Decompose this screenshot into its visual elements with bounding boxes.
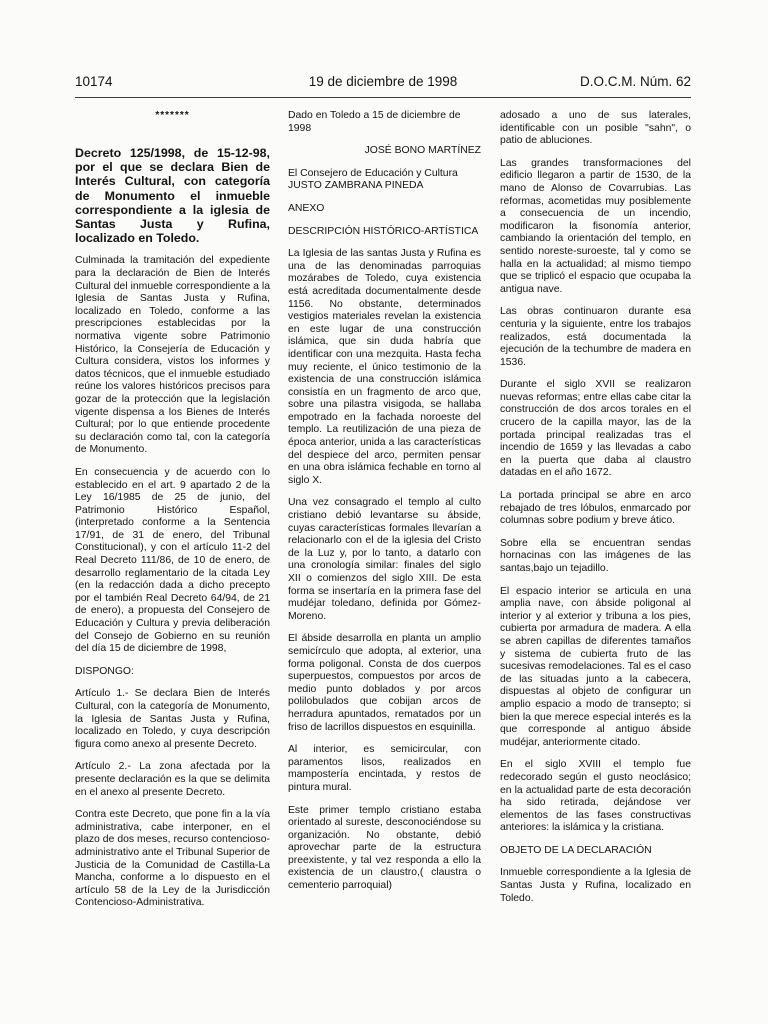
column-3 [500, 110, 691, 915]
appeal-paragraph: Contra este Decreto, que pone fin a la vía administrativa, cabe interponer, en el plazo de dos meses, recurso contencioso-administrativo ante el Tribunal Superior de Justicia de la Comunidad de Castilla-La Mancha, conforme a lo dispuesto en el artículo 58 de la Ley de la Jurisdicción Contencioso-Administrativa. [75, 809, 270, 909]
signatory-name: JOSÉ BONO MARTÍNEZ [364, 145, 481, 157]
preamble-paragraph: Culminada la tramitación del expediente para la declaración de Bien de Interés Cultural del inmueble correspondiente a la Iglesia de Santas Justa y Rufina, localizado en Toledo, conforme a las prescripciones establecidas por la normativa vigente sobre Patrimonio Histórico, la Consejería de Educación y Cultura considera, vistos los informes y datos técnicos, que el inmueble estudiado reúne los valores históricos precisos para gozar de la protección que la legislación vigente dispensa a los Bienes de Interés Cultural; por lo que entiende procedente su declaración como tal, con la categoría de Monumento. [75, 255, 270, 456]
header-date: 19 de diciembre de 1998 [308, 74, 458, 89]
decree-title: Decreto 125/1998, de 15-12-98, por el que se declara Bien de Interés Cultural, con categoría de Monumento el inmueble correspondiente a la iglesia de Santas Justa y Rufina, localizado en Toledo. [75, 146, 270, 246]
article-1: Artículo 1.- Se declara Bien de Interés Cultural, con la categoría de Monumento, la Iglesia de Santas Justa y Rufina, localizado en Toledo, y cuya descripción figura como anexo al presente Decreto. [75, 688, 270, 750]
page-number: 10174 [75, 74, 113, 89]
description-paragraph: Sobre ella se encuentran sendas hornacinas con las imágenes de las santas,bajo un tejadillo. [500, 537, 691, 574]
description-paragraph: La Iglesia de las santas Justa y Rufina es una de las denominadas parroquias mozárabes de Toledo, cuya existencia está acreditada documentalmente desde 1156. No obstante, determinados vestigios materiales revelan la existencia en este lugar de una construcción islámica, que sin duda habría que identificar con una mezquita. Hasta fecha muy reciente, el único testimonio de la existencia de una construcción islámica consistía en un fragmento de arco que, sobre una pilastra visigoda, se hallaba empotrado en la fachada noroeste del templo. La reutilización de una pieza de época anterior, unida a las características del despiece del arco, permiten pensar en una obra islámica fechable en torno al siglo X. [288, 248, 481, 486]
consejero-signature: El Consejero de Educación y Cultura JUSTO ZAMBRANA PINEDA [288, 167, 458, 192]
description-paragraph: El ábside desarrolla en planta un amplio semicírculo que adopta, al exterior, una forma poligonal. Consta de dos cuerpos superpuestos, compuestos por arcos de medio punto doblados y por arcos polilobulados que cobijan arcos de herradura apuntados, rematados por un friso de lacrillos dispuestos en esquinilla. [288, 633, 481, 733]
description-paragraph: adosado a uno de sus laterales, identificable con un posible "sahn", o patio de abluciones. [500, 110, 691, 147]
journal-reference: D.O.C.M. Núm. 62 [579, 74, 691, 89]
description-paragraph: En el siglo XVIII el templo fue redecorado según el gusto neoclásico; en la actualidad parte de esta decoración ha sido retirada, dejándose ver elementos de las fases constructivas anteriores: la islámica y la cristiana. [500, 759, 691, 834]
description-paragraph: Durante el siglo XVII se realizaron nuevas reformas; entre ellas cabe citar la construcción de dos arcos torales en el crucero de la capilla mayor, las de la portada principal realizadas tras el incendio de 1659 y las llevadas a cabo en la puerta que daba al claustro datadas en el año 1672. [500, 379, 691, 479]
anexo-heading: ANEXO [288, 202, 325, 214]
dispongo-heading: DISPONGO: [75, 665, 134, 677]
page-header [75, 74, 691, 96]
description-paragraph: El espacio interior se articula en una amplia nave, con ábside poligonal al interior y al exterior y tribuna a los pies, cubierta por armadura de madera. A ella se abren capillas de diferentes tamaños y sistema de cubierta fruto de las sucesivas remodelaciones. Tal es el caso de las situadas junto a la cabecera, dispuestas al objeto de configurar un amplio espacio a modo de transepto; si bien la que merece especial interés es la que corresponde al antiguo ábside mudéjar, anteriormente citado. [500, 585, 691, 748]
description-paragraph: Las obras continuaron durante esa centuria y la siguiente, entre los trabajos realizados, está documentada la ejecución de la techumbre de madera en 1536. [500, 306, 691, 368]
legal-basis-paragraph: En consecuencia y de acuerdo con lo establecido en el art. 9 apartado 2 de la Ley 16/1985 de 25 de junio, del Patrimonio Histórico Español, (interpretado conforme a la Sentencia 17/91, de 31 de enero, del Tribunal Constitucional), y con el artículo 11-2 del Real Decreto 111/86, de 10 de enero, de desarrollo reglamentario de la citada Ley (en la redacción dada a dicho precepto por el también Real Decreto 64/94, de 21 de enero), a propuesta del Consejero de Educación y Cultura y previa deliberación del Consejo de Gobierno en su reunión del día 15 de diciembre de 1998, [75, 466, 270, 655]
section-separator: ******* [155, 110, 190, 121]
article-2: Artículo 2.- La zona afectada por la presente declaración es la que se delimita en el anexo al presente Decreto. [75, 761, 270, 798]
objeto-paragraph: Inmueble correspondiente a la Iglesia de Santas Justa y Rufina, localizado en Toledo. [500, 867, 691, 904]
description-paragraph: Una vez consagrado el templo al culto cristiano debió levantarse su ábside, cuyas características formales llevarían a relacionarlo con el de la iglesia del Cristo de la Luz y, por lo tanto, a datarlo con una cronología similar: finales del siglo XII o comienzos del siglo XIII. De esta forma se insertaría en la primera fase del mudéjar toledano, definida por Gómez-Moreno. [288, 497, 481, 622]
column-1 [75, 110, 270, 920]
column-2 [288, 110, 481, 903]
description-paragraph: Al interior, es semicircular, con paramentos lisos, realizados en mampostería encintada, y restos de pintura mural. [288, 744, 481, 793]
description-paragraph: La portada principal se abre en arco rebajado de tres lóbulos, enmarcado por columnas sobre podium y breve ático. [500, 490, 691, 527]
objeto-heading: OBJETO DE LA DECLARACIÓN [500, 844, 652, 856]
description-heading: DESCRIPCIÓN HISTÓRICO-ARTÍSTICA [288, 225, 479, 237]
header-rule [75, 97, 691, 98]
description-paragraph: Este primer templo cristiano estaba orientado al sureste, desconociéndose su organización. No obstante, debió aprovechar parte de la estructura preexistente, y tal vez responda a ello la existencia de un claustro,( claustra o cementerio parroquial) [288, 804, 481, 892]
dated-line: Dado en Toledo a 15 de diciembre de 1998 [288, 110, 461, 134]
description-paragraph: Las grandes transformaciones del edificio llegaron a partir de 1530, de la mano de Alonso de Covarrubias. Las reformas, acometidas muy posiblemente a consecuencia de un incendio, modificaron la fisonomía anterior, cambiando la orientación del templo, en sentido noreste-suroeste, tal y como se halla en la actualidad; al mismo tiempo que se triplicó el espacio que ocupaba la antigua nave. [500, 157, 691, 295]
